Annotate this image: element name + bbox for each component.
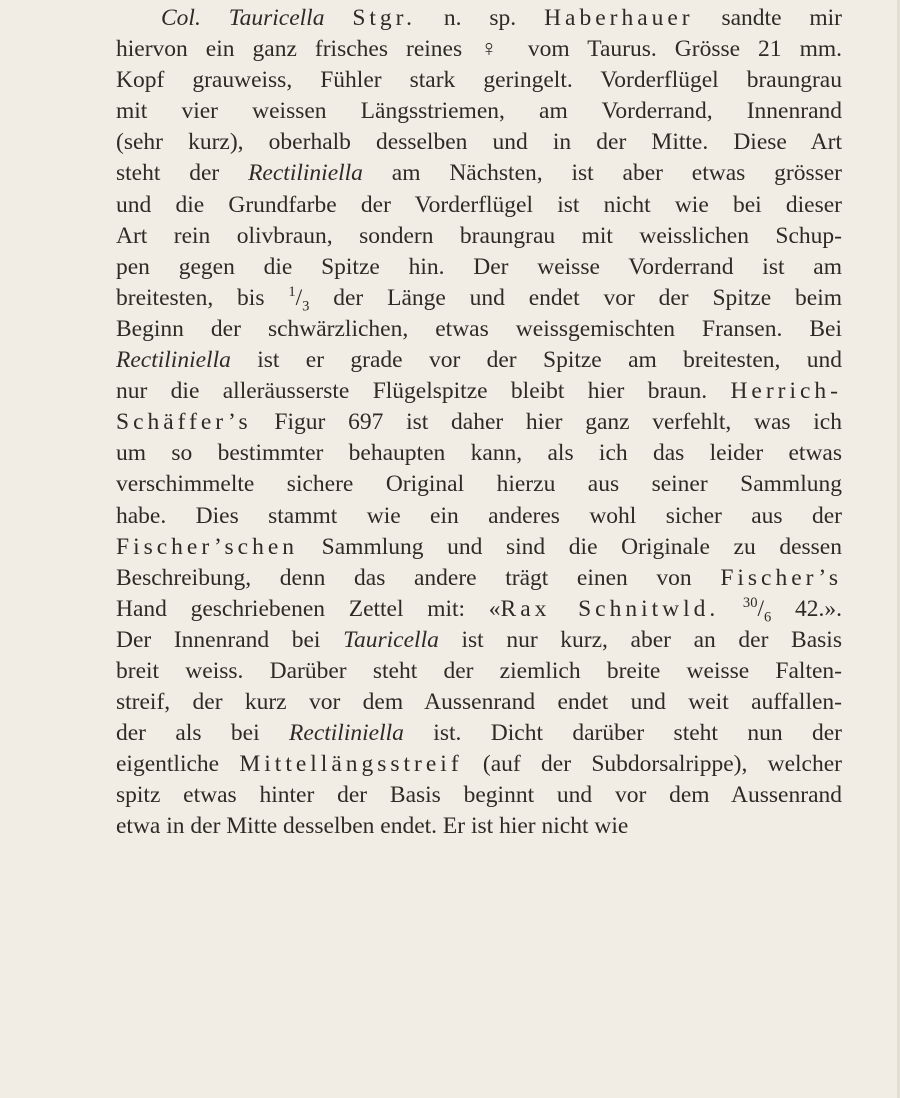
text-line: mit vier weissen Längsstriemen, am Vorderrand, Innenrand	[116, 98, 842, 125]
text-line: Fischer’schen Sammlung und sind die Originale zu dessen	[116, 533, 842, 560]
text-line: steht der Rectiliniella am Nächsten, ist aber etwas grösser	[116, 160, 843, 187]
text-line: Schäffer’s Figur 697 ist daher hier ganz verfehlt, was ich	[116, 409, 842, 436]
text-line: pen gegen die Spitze hin. Der weisse Vorderrand ist am	[116, 253, 842, 280]
species-name: Rectiliniella	[289, 720, 404, 747]
species-name: Rectiliniella	[248, 160, 363, 187]
fraction-numerator: 1	[288, 284, 296, 301]
text-line: (sehr kurz), oberhalb desselben und in der Mitte. Diese Art	[116, 129, 842, 156]
text-line: etwa in der Mitte desselben endet. Er ist hier nicht wie	[116, 813, 629, 840]
label-text: Rax Schnitwld.	[500, 595, 720, 622]
text-line: Rectiliniella ist er grade vor der Spitze am breitesten, und	[116, 347, 842, 374]
author-name: Schäffer’s	[116, 409, 252, 436]
text-line: Beschreibung, denn das andere trägt einen von Fischer’s	[116, 564, 842, 591]
body-text	[116, 3, 842, 843]
fraction-numerator: 30	[742, 594, 758, 611]
author-name: Fischer’schen	[116, 533, 299, 560]
author-name: Herrich-	[730, 378, 842, 405]
text-line: und die Grundfarbe der Vorderflügel ist nicht wie bei dieser	[116, 191, 842, 218]
species-name: Tauricella	[343, 626, 439, 653]
text-line: Col. Tauricella Stgr. n. sp. Haberhauer sandte mir	[161, 5, 843, 31]
text-line: um so bestimmter behaupten kann, als ich das leider etwas	[116, 440, 842, 467]
species-name: Col. Tauricella	[161, 5, 325, 31]
text-line: habe. Dies stammt wie ein anderes wohl sicher aus der	[116, 502, 842, 529]
text-line: Beginn der schwärzlichen, etwas weissgemischten Fransen. Bei	[116, 315, 842, 342]
fraction-denominator: 3	[302, 298, 310, 315]
text-line: verschimmelte sichere Original hierzu aus seiner Sammlung	[116, 471, 842, 498]
text-line: nur die alleräusserste Flügelspitze bleibt hier braun. Herrich-	[116, 378, 842, 405]
text-line: breit weiss. Darüber steht der ziemlich breite weisse Falten-	[116, 657, 842, 684]
text-line: Kopf grauweiss, Fühler stark geringelt. Vorderflügel braungrau	[116, 67, 842, 94]
author-name: Fischer’s	[720, 564, 842, 591]
collector-name: Haberhauer	[544, 5, 694, 31]
author-name: Stgr.	[352, 5, 417, 31]
text-line: Art rein olivbraun, sondern braungrau mit weisslichen Schup-	[116, 222, 842, 249]
text-line: eigentliche Mittellängsstreif (auf der Subdorsalrippe), welcher	[116, 751, 842, 778]
fraction-denominator: 6	[764, 609, 772, 626]
text-line: hiervon ein ganz frisches reines ♀ vom Taurus. Grösse 21 mm.	[116, 36, 842, 63]
text-line: Hand geschriebenen Zettel mit: «Rax Schnitwld. $^{30}/_6$ 42.».	[116, 594, 842, 626]
text-line: streif, der kurz vor dem Aussenrand endet und weit auffallen-	[116, 689, 842, 716]
emphasis-text: Mittellängsstreif	[239, 751, 463, 778]
text-line: breitesten, bis $^1/_3$ der Länge und endet vor der Spitze beim	[116, 284, 843, 315]
species-name: Rectiliniella	[116, 347, 231, 374]
text-line: der als bei Rectiliniella ist. Dicht darüber steht nun der	[116, 720, 842, 747]
text-line: Der Innenrand bei Tauricella ist nur kurz, aber an der Basis	[116, 626, 842, 653]
text-line: spitz etwas hinter der Basis beginnt und vor dem Aussenrand	[116, 782, 842, 809]
